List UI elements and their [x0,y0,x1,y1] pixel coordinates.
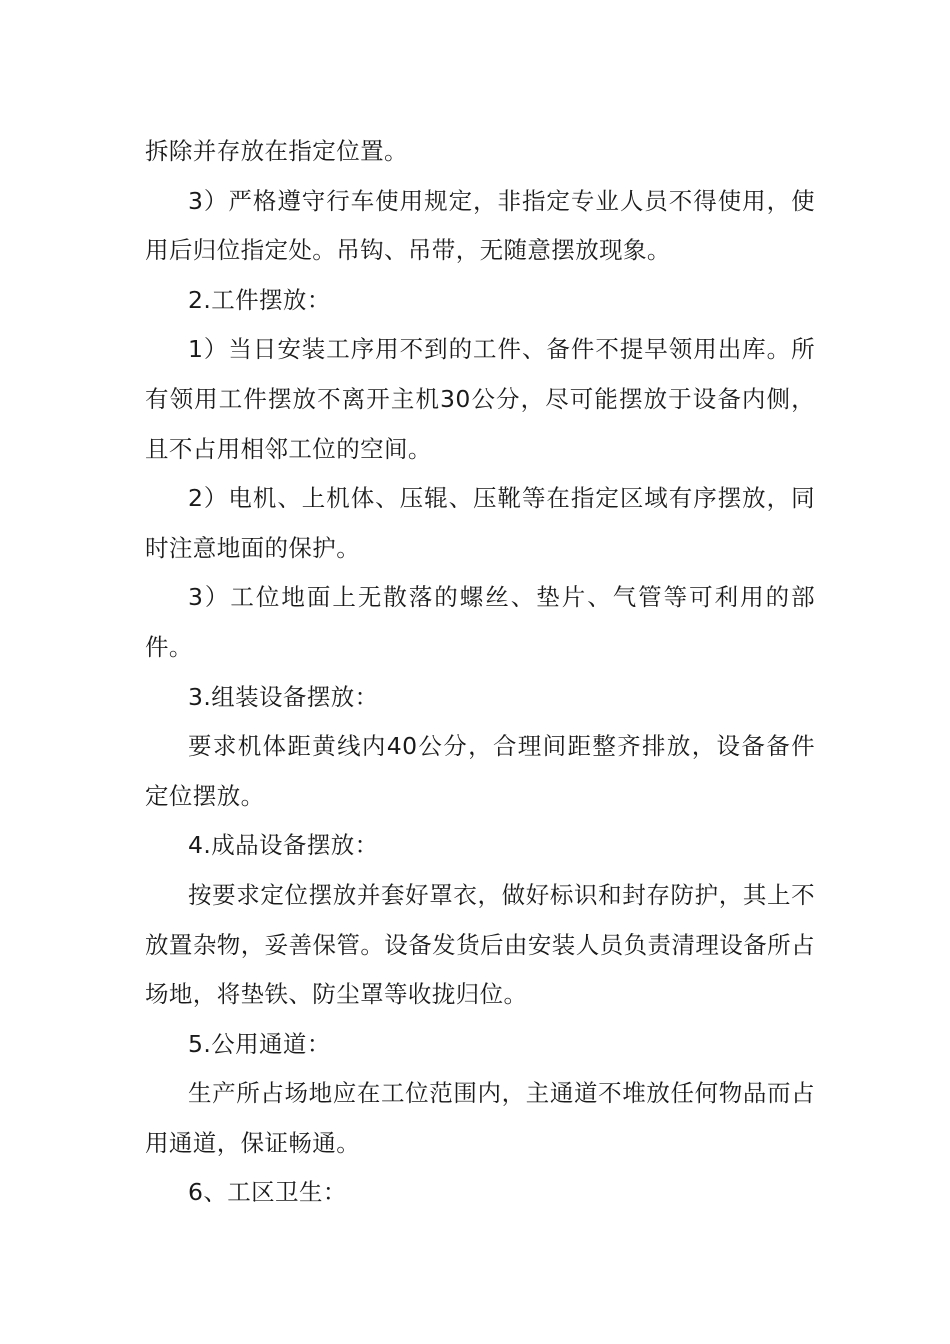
paragraph-assembly-rule: 要求机体距黄线内40公分，合理间距整齐排放，设备备件定位摆放。 [145,732,815,810]
document-body [145,127,815,1218]
section-heading-assembly-placement: 3.组装设备摆放： [188,682,379,711]
paragraph-finished-rule: 按要求定位摆放并套好罩衣，做好标识和封存防护，其上不放置杂物，妥善保管。设备发货后由安装人员负责清理设备所占场地，将垫铁、防尘罩等收拢归位。 [145,880,815,1009]
paragraph-workpiece-rule-1: 1）当日安装工序用不到的工件、备件不提早领用出库。所有领用工件摆放不离开主机30公分，尽可能摆放于设备内侧，且不占用相邻工位的空间。 [145,335,815,463]
section-heading-public-passage: 5.公用通道： [188,1029,331,1058]
section-heading-finished-placement: 4.成品设备摆放： [188,831,379,860]
paragraph-workpiece-rule-3: 3）工位地面上无散落的螺丝、垫片、气管等可利用的部件。 [145,583,815,661]
paragraph-crane-rule: 3）严格遵守行车使用规定，非指定专业人员不得使用，使用后归位指定处。吊钩、吊带，无随意摆放现象。 [145,186,815,265]
paragraph-continuation: 拆除并存放在指定位置。 [145,137,408,165]
section-heading-workpiece-placement: 2.工件摆放： [188,285,331,314]
section-heading-workarea-hygiene: 6、工区卫生： [188,1178,347,1207]
paragraph-passage-rule: 生产所占场地应在工位范围内，主通道不堆放任何物品而占用通道，保证畅通。 [145,1079,815,1157]
paragraph-workpiece-rule-2: 2）电机、上机体、压辊、压靴等在指定区域有序摆放，同时注意地面的保护。 [145,484,815,562]
